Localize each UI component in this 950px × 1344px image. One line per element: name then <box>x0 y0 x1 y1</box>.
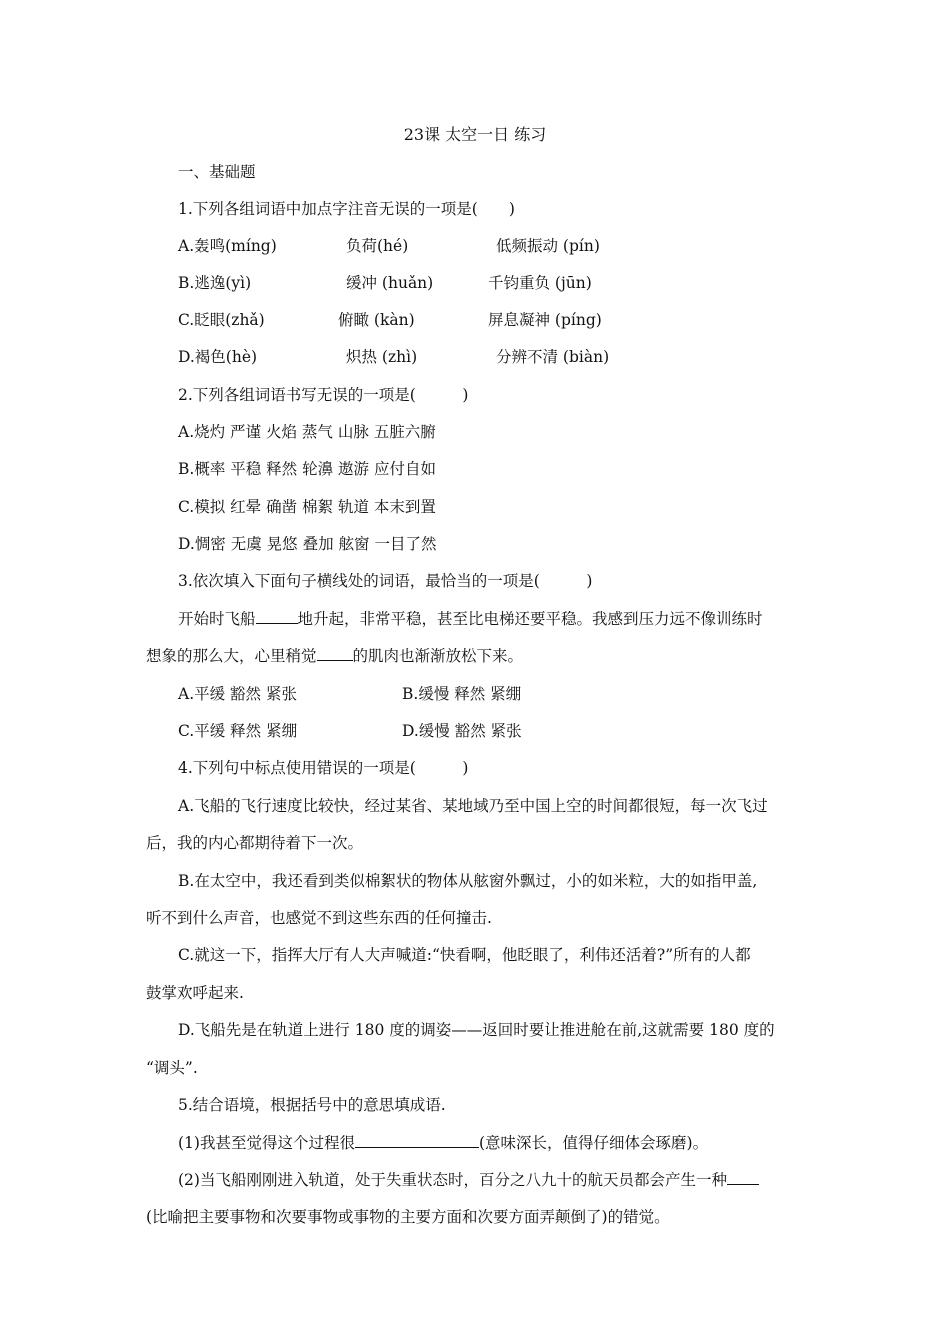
q5-sentence-2-line-1 <box>178 1170 759 1190</box>
q3-stem: 3.依次填入下面句子横线处的词语，最恰当的一项是( ) <box>178 572 593 590</box>
q5-sentence-2-start: (2)当飞船刚刚进入轨道，处于失重状态时，百分之八九十的航天员都会产生一种 <box>178 1171 727 1189</box>
q3-option-b: B.缓慢 释然 紧绷 <box>402 685 522 703</box>
q1-option-d-3: 分辨不清 (biàn) <box>496 348 610 366</box>
q5-stem: 5.结合语境，根据括号中的意思填成语. <box>178 1096 446 1114</box>
q1-option-a-1: A.轰鸣(míng) <box>178 237 277 255</box>
q5-sentence-1 <box>178 1133 708 1153</box>
q5-sentence-1-start: (1)我甚至觉得这个过程很 <box>178 1134 355 1152</box>
q2-option-a: A.烧灼 严谨 火焰 蒸气 山脉 五脏六腑 <box>178 423 436 441</box>
q1-option-b-1: B.逃逸(yì) <box>178 274 252 292</box>
page-title: 23课 太空一日 练习 <box>403 125 547 144</box>
q2-option-d: D.惆密 无虞 晃悠 叠加 舷窗 一目了然 <box>178 535 437 553</box>
q3-passage-part-1: 开始时飞船 <box>178 610 256 628</box>
q2-option-c: C.模拟 红晕 确凿 棉絮 轨道 本末到置 <box>178 498 436 516</box>
q5-sentence-1-end: (意味深长，值得仔细体会琢磨)。 <box>478 1134 709 1152</box>
q1-option-c-1: C.眨眼(zhǎ) <box>178 311 265 329</box>
q5-sentence-2-line-2: (比喻把主要事物和次要事物或事物的主要方面和次要方面弄颠倒了)的错觉。 <box>146 1208 670 1226</box>
q1-option-c-3: 屏息凝神 (píng) <box>488 311 602 329</box>
q2-option-b: B.概率 平稳 释然 轮濞 遨游 应付自如 <box>178 460 436 478</box>
q3-option-c: C.平缓 释然 紧绷 <box>178 722 298 740</box>
q1-option-b-2: 缓冲 (huǎn) <box>346 274 434 292</box>
q3-passage-part-4: 的肌肉也渐渐放松下来。 <box>352 647 524 665</box>
q4-option-a-line-2: 后，我的内心都期待着下一次。 <box>146 834 364 852</box>
q1-option-c-2: 俯瞰 (kàn) <box>338 311 415 329</box>
q4-option-d-line-2: “调头”. <box>146 1059 198 1077</box>
section-heading: 一、基础题 <box>178 163 256 181</box>
q3-passage-line-1 <box>178 609 763 629</box>
q1-stem: 1.下列各组词语中加点字注音无误的一项是( ) <box>178 200 515 218</box>
q4-option-b-line-2: 听不到什么声音，也感觉不到这些东西的任何撞击. <box>146 909 492 927</box>
q3-passage-part-2: 地升起，非常平稳，甚至比电梯还要平稳。我感到压力远不像训练时 <box>297 610 763 628</box>
q3-passage-line-2 <box>146 646 523 666</box>
q3-passage-part-3: 想象的那么大，心里稍觉 <box>146 647 317 665</box>
q4-option-a-line-1: A.飞船的飞行速度比较快，经过某省、某地域乃至中国上空的时间都很短，每一次飞过 <box>178 797 768 815</box>
q1-option-a-2: 负荷(hé) <box>346 237 409 255</box>
q2-stem: 2.下列各组词语书写无误的一项是( ) <box>178 386 469 404</box>
q4-option-d-line-1: D.飞船先是在轨道上进行 180 度的调姿——返回时要让推进舱在前,这就需要 180 度的 <box>178 1021 775 1039</box>
q3-blank-1[interactable] <box>256 609 298 624</box>
q1-option-d-2: 炽热 (zhì) <box>346 348 418 366</box>
q1-option-a-3: 低频振动 (pín) <box>496 237 600 255</box>
q5-blank-1[interactable] <box>355 1133 479 1148</box>
q4-option-b-line-1: B.在太空中，我还看到类似棉絮状的物体从舷窗外飘过，小的如米粒，大的如指甲盖, <box>178 872 758 890</box>
q4-stem: 4.下列句中标点使用错误的一项是( ) <box>178 759 469 777</box>
q3-option-a: A.平缓 豁然 紧张 <box>178 685 297 703</box>
q3-blank-2[interactable] <box>317 646 353 661</box>
q1-option-d-1: D.褐色(hè) <box>178 348 258 366</box>
q4-option-c-line-2: 鼓掌欢呼起来. <box>146 984 244 1002</box>
q4-option-c-line-1: C.就这一下，指挥大厅有人大声喊道:“快看啊，他眨眼了，利伟还活着?”所有的人都 <box>178 946 751 964</box>
q5-blank-2[interactable] <box>727 1170 759 1185</box>
q1-option-b-3: 千钧重负 (jūn) <box>488 274 592 292</box>
q3-option-d: D.缓慢 豁然 紧张 <box>402 722 522 740</box>
